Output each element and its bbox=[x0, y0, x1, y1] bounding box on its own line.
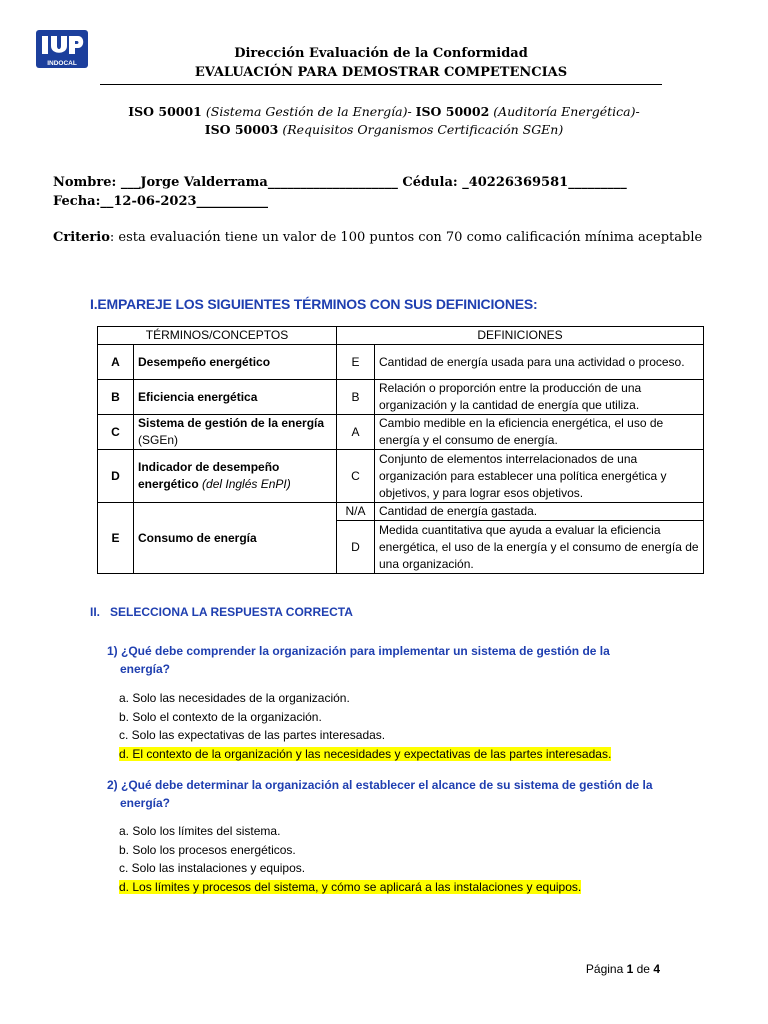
option-d-correct[interactable]: d. El contexto de la organización y las necesidades y expectativas de las partes interesadas. bbox=[119, 746, 612, 761]
row-term-sub: (del Inglés EnPI) bbox=[202, 477, 291, 491]
row-definition: Medida cuantitativa que ayuda a evaluar la eficiencia energética, el uso de la energía y el consumo de energía de una organización. bbox=[375, 521, 704, 574]
iso-line-1 bbox=[0, 104, 768, 119]
page-footer bbox=[586, 962, 660, 976]
header-line-1: Dirección Evaluación de la Conformidad bbox=[234, 46, 528, 61]
row-definition: Cantidad de energía gastada. bbox=[375, 503, 704, 521]
page-prefix: Página bbox=[585, 962, 627, 976]
section-1-title: I.EMPAREJE LOS SIGUIENTES TÉRMINOS CON SUS DEFINICIONES: bbox=[90, 296, 538, 312]
row-answer: N/A bbox=[337, 503, 375, 521]
col-header-definitions: DEFINICIONES bbox=[337, 327, 704, 345]
row-letter: A bbox=[98, 345, 134, 380]
question-number: 2) bbox=[107, 778, 118, 792]
table-row bbox=[98, 450, 704, 503]
header-line-2: EVALUACIÓN PARA DEMOSTRAR COMPETENCIAS bbox=[194, 65, 568, 80]
criterio-text: : esta evaluación tiene un valor de 100 puntos con 70 como calificación mínima aceptable bbox=[109, 230, 703, 245]
row-term-sub: (SGEn) bbox=[138, 433, 179, 447]
indocal-logo-icon bbox=[36, 30, 88, 68]
row-answer: E bbox=[337, 345, 375, 380]
iso-50003-desc: (Requisitos Organismos Certificación SGEn) bbox=[282, 122, 564, 137]
row-letter: E bbox=[98, 503, 134, 574]
iso-50002-desc: (Auditoría Energética) bbox=[493, 104, 636, 119]
criterio-label: Criterio bbox=[53, 230, 110, 245]
question-text-l2: energía? bbox=[120, 662, 171, 676]
row-term: Sistema de gestión de la energía bbox=[138, 416, 325, 430]
option-c[interactable]: c. Solo las instalaciones y equipos. bbox=[119, 861, 306, 875]
table-header-row bbox=[98, 327, 704, 345]
question-2-options bbox=[119, 822, 581, 896]
row-letter: C bbox=[98, 415, 134, 450]
option-b[interactable]: b. Solo el contexto de la organización. bbox=[119, 709, 322, 724]
iso-50001-desc: (Sistema Gestión de la Energía) bbox=[205, 104, 408, 119]
row-term: Desempeño energético bbox=[134, 345, 337, 380]
row-definition: Cantidad de energía usada para una actividad o proceso. bbox=[375, 345, 704, 380]
row-definition: Relación o proporción entre la producción de una organización y la cantidad de energía que utiliza. bbox=[375, 380, 704, 415]
iso-separator: - bbox=[635, 104, 640, 119]
table-row bbox=[98, 345, 704, 380]
row-term: Indicador de desempeño energético bbox=[138, 460, 280, 491]
iso-50003-code: ISO 50003 bbox=[204, 122, 279, 137]
page-current: 1 bbox=[626, 962, 634, 976]
question-number: 1) bbox=[107, 644, 118, 658]
header-rule bbox=[100, 84, 662, 85]
row-term-cell bbox=[134, 415, 337, 450]
row-answer: D bbox=[337, 521, 375, 574]
question-1 bbox=[107, 642, 667, 678]
row-definition: Conjunto de elementos interrelacionados de una organización para establecer una política energética y objetivos, y para lograr esos objetivos. bbox=[375, 450, 704, 503]
question-2 bbox=[107, 776, 667, 812]
row-definition: Cambio medible en la eficiencia energética, el uso de energía y el consumo de energía. bbox=[375, 415, 704, 450]
section-2-title: II. SELECCIONA LA RESPUESTA CORRECTA bbox=[90, 605, 353, 619]
table-row bbox=[98, 415, 704, 450]
page-mid: de bbox=[633, 962, 654, 976]
option-a[interactable]: a. Solo los límites del sistema. bbox=[119, 824, 281, 838]
matching-table bbox=[97, 326, 704, 574]
row-answer: B bbox=[337, 380, 375, 415]
table-row bbox=[98, 380, 704, 415]
question-1-options bbox=[119, 689, 611, 763]
option-c[interactable]: c. Solo las expectativas de las partes interesadas. bbox=[119, 728, 386, 742]
name-id-line: Nombre: ___Jorge Valderrama____________________ Cédula: _40226369581_________ bbox=[53, 175, 627, 190]
date-line: Fecha:__12-06-2023___________ bbox=[53, 194, 269, 209]
question-text-l1: ¿Qué debe comprender la organización para implementar un sistema de gestión de la bbox=[121, 644, 610, 658]
criterio-line bbox=[53, 230, 702, 245]
question-text-l1: ¿Qué debe determinar la organización al establecer el alcance de su sistema de gestión de la bbox=[121, 778, 653, 792]
row-answer: A bbox=[337, 415, 375, 450]
row-term-cell bbox=[134, 450, 337, 503]
row-letter: D bbox=[98, 450, 134, 503]
option-a[interactable]: a. Solo las necesidades de la organización. bbox=[119, 691, 350, 705]
question-text-l2: energía? bbox=[120, 796, 171, 810]
option-b[interactable]: b. Solo los procesos energéticos. bbox=[119, 842, 296, 857]
indocal-logo bbox=[36, 30, 88, 68]
option-d-correct[interactable]: d. Los límites y procesos del sistema, y cómo se aplicará a las instalaciones y equipos. bbox=[119, 879, 582, 894]
row-letter: B bbox=[98, 380, 134, 415]
iso-50001-code: ISO 50001 bbox=[128, 104, 202, 119]
page-total: 4 bbox=[653, 962, 660, 976]
iso-line-2 bbox=[0, 122, 768, 137]
iso-50002-code: ISO 50002 bbox=[415, 104, 490, 119]
row-term: Eficiencia energética bbox=[134, 380, 337, 415]
table-row bbox=[98, 503, 704, 521]
row-term: Consumo de energía bbox=[134, 503, 337, 574]
row-answer: C bbox=[337, 450, 375, 503]
iso-separator: - bbox=[407, 104, 416, 119]
col-header-terms: TÉRMINOS/CONCEPTOS bbox=[98, 327, 337, 345]
svg-text:INDOCAL: INDOCAL bbox=[47, 60, 77, 67]
